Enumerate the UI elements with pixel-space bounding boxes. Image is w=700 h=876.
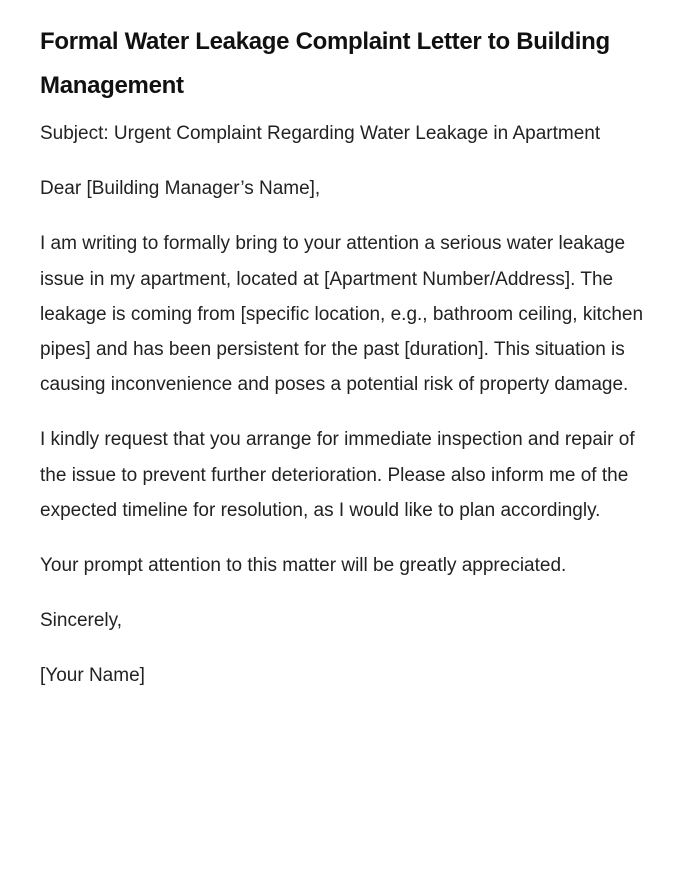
- body-paragraph-2: I kindly request that you arrange for immediate inspection and repair of the issue to prevent further deterioration. Please also inform me of the expected timeline for resolution, as I would like to plan accordingly.: [40, 429, 635, 521]
- subject-line: Subject: Urgent Complaint Regarding Water Leakage in Apartment: [40, 123, 601, 144]
- body-paragraph-3: Your prompt attention to this matter will be greatly appreciated.: [40, 555, 567, 577]
- closing: Sincerely,: [40, 610, 123, 632]
- body-paragraph-1: I am writing to formally bring to your attention a serious water leakage issue in my apartment, located at [Apartment Number/Address]. The leakage is coming from [specific location, e.g., bathroom ceiling, kitchen pipes] and has been persistent for the past [duration]. This situation is causing inconvenience and poses a potential risk of property damage.: [40, 233, 644, 396]
- salutation: Dear [Building Manager’s Name],: [40, 178, 321, 200]
- signature: [Your Name]: [40, 665, 145, 687]
- page-title: Formal Water Leakage Complaint Letter to Building Management: [40, 28, 610, 99]
